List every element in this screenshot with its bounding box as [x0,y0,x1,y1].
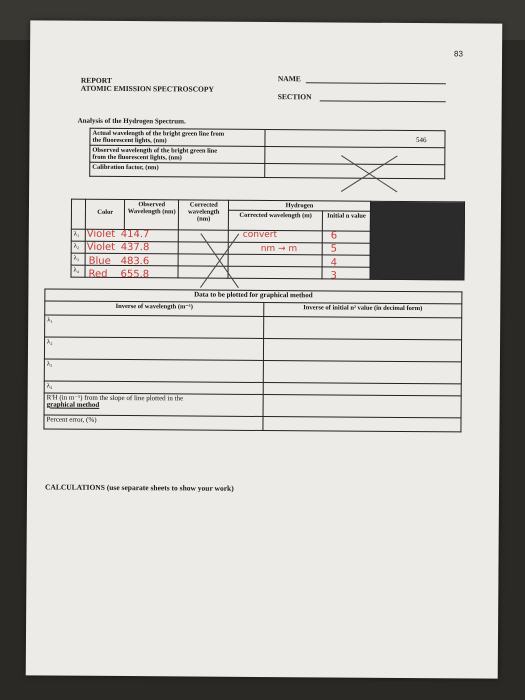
rh-label: R'H (in m⁻¹) from the slope of line plotted in the graphical method [44,393,263,417]
analysis-title: Analysis of the Hydrogen Spectrum. [77,116,186,126]
hw-n-2: 5 [330,243,338,255]
calib-row3-label: Calibration factor, (nm) [90,162,265,177]
hw-observed-4: 655.8 [120,268,150,281]
hw-color-3: Blue [88,255,111,267]
hw-color-2: Violet [86,241,116,253]
report-title: ATOMIC EMISSION SPECTROSCOPY [80,83,214,94]
hw-observed-2: 437.8 [120,241,150,254]
hw-convert-note: convert [242,229,278,241]
report-label: REPORT [80,75,112,85]
calculations-note: CALCULATIONS (use separate sheets to show your work) [45,482,234,493]
worksheet-page [26,20,503,678]
graph-title: Data to be plotted for graphical method [45,289,462,304]
dark-block [370,201,465,280]
calib-row2-label: Observed wavelength of the bright green line from the fluorescent lights, (nm) [90,145,265,163]
cross-mark-icon [339,154,399,194]
spectrum-table: Color Observed Wavelength (nm) Corrected wavelength (nm) Hydrogen Corrected wavelength (m) Initial n value λ₁ λ₂ λ₃ λ₄ [70,199,465,281]
graph-data-table: Data to be plotted for graphical method Inverse of wavelength (m⁻¹) Inverse of initial n² value (in decimal form) λ₁ λ₂ λ₃ λ₄ R'H (in m⁻¹) from the slope of line plotted in the graphical method Percent error, (%) [43,288,462,432]
hw-observed-3: 483.6 [120,255,150,268]
hw-n-1: 6 [330,230,338,242]
section-label: SECTION [277,92,312,102]
section-line[interactable] [320,100,446,102]
hw-n-3: 4 [330,257,338,269]
hw-observed-1: 414.7 [120,228,150,241]
cross-mark-icon [198,232,240,290]
hw-color-1: Violet [86,228,116,240]
percent-error-label: Percent error, (%) [44,415,263,431]
hw-nm-to-m: nm → m [260,243,298,255]
hw-color-4: Red [88,268,108,280]
page-number: 83 [454,49,464,59]
calib-row1-label: Actual wavelength of the bright green line from the fluorescent lights, (nm) [90,128,265,146]
hw-n-4: 3 [330,270,337,282]
name-label: NAME [277,74,301,84]
calib-row1-value: 546 [265,130,445,148]
name-line[interactable] [306,82,446,84]
